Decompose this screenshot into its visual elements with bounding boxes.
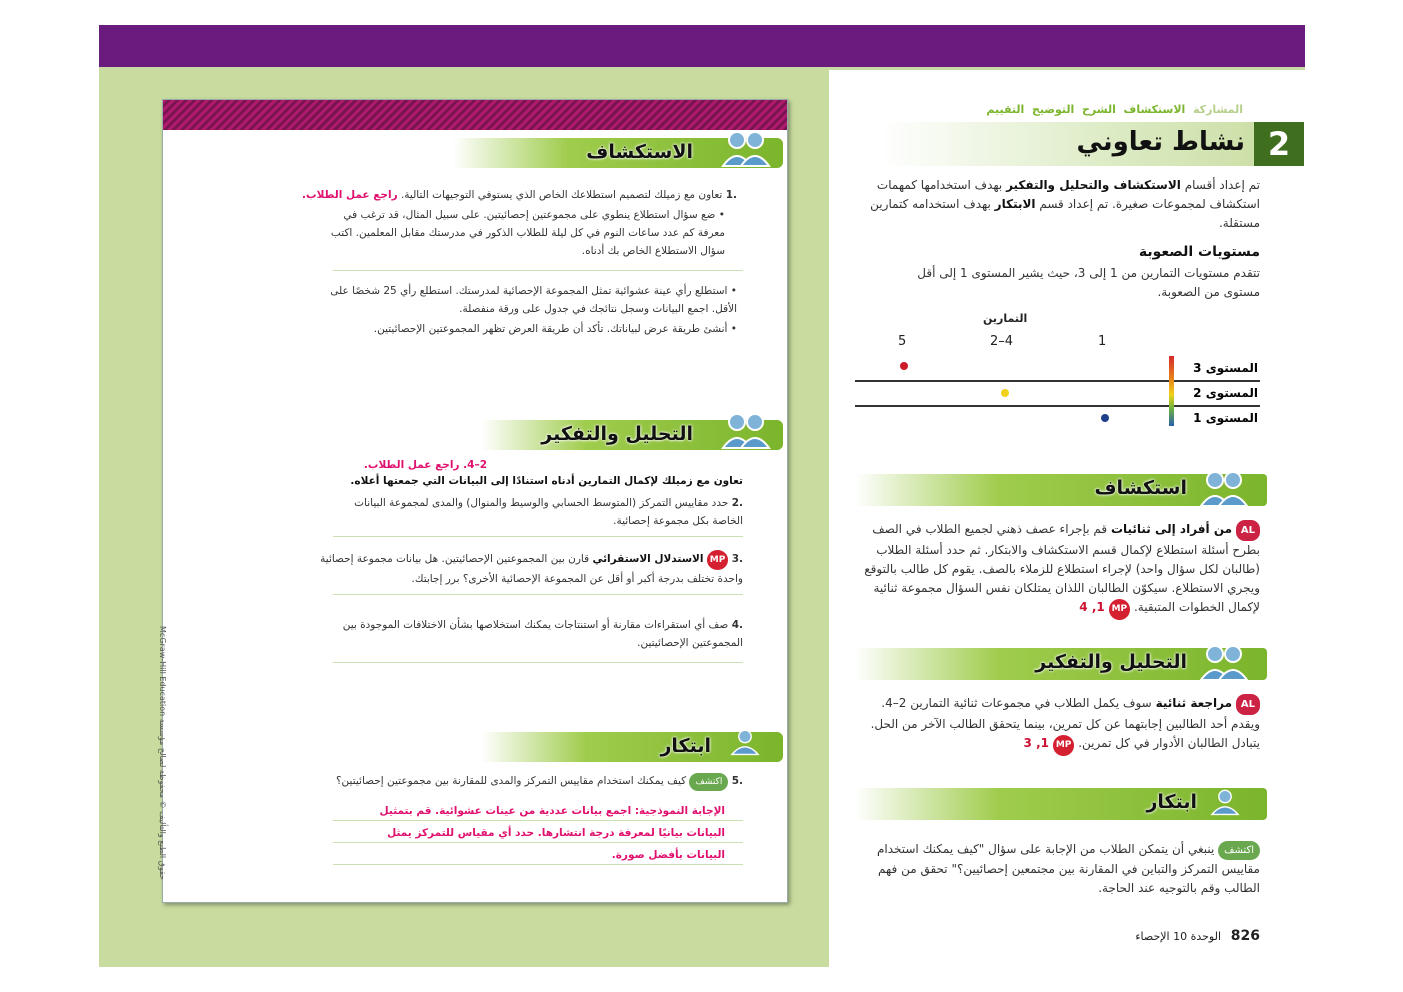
explore-item-1: .1 تعاون مع زميلك لتصميم استطلاعك الخاص الذي يستوفي التوجيهات التالية. راجع عمل الطلاب. — [302, 189, 737, 201]
explore-bullet-3-text: أنشئ طريقة عرض لبياناتك. تأكد أن طريقة العرض تظهر المجموعتين الإحصائيتين. — [373, 323, 728, 335]
explore-bullet-2: • استطلع رأي عينة عشوائية تمثل المجموعة الإحصائية لمدرستك. استطلع رأي 25 شخصًا على الأقل. اجمع البيانات وسجل نتائجك في جدول على ورقة منفصلة. — [330, 285, 737, 315]
person-icon — [725, 722, 765, 762]
tip-analyze-refs: 1, 3 — [1023, 736, 1049, 750]
lesson-nav — [986, 103, 1243, 116]
analyze-q3: .3 MP الاستدلال الاستقرائي قارن بين المجموعتين الإحصائيتين. هل بيانات مجموعة إحصائية واحدة تختلف بدرجة أكبر أو أقل عن المجموعة الإحصائية الأخرى؟ برر إجابتك. — [303, 550, 743, 588]
people-icon — [717, 128, 775, 168]
step-number: 2 — [1254, 122, 1304, 166]
tip-analyze-header — [855, 648, 1267, 680]
explore-header — [453, 138, 783, 168]
analyze-title: التحليل والتفكير — [541, 423, 693, 445]
nav-engage[interactable]: المشاركة — [1193, 103, 1243, 116]
tip-analyze-title: التحليل والتفكير — [1035, 651, 1187, 673]
analyze-q4: .4 صف أي استقراءات مقارنة أو استنتاجات يمكنك استخلاصها بشأن الاختلافات الموجودة بين المجموعتين الإحصائيتين. — [342, 619, 743, 649]
reasoning-icon: MP — [707, 550, 729, 570]
col-3: 5 — [898, 334, 907, 349]
analyze-q4-text: صف أي استقراءات مقارنة أو استنتاجات يمكنك استخلاصها بشأن الاختلافات الموجودة بين المجموعتين الإحصائيتين. — [342, 619, 743, 649]
analyze-header — [481, 420, 783, 450]
nav-evaluate[interactable]: التقييم — [986, 103, 1025, 116]
answer-line — [333, 594, 743, 595]
create-q5: .5 اكتشف كيف يمكنك استخدام مقاييس التمركز والمدى للمقارنة بين مجموعتين إحصائيتين؟ — [303, 772, 743, 791]
analyze-q2: .2 حدد مقاييس التمركز (المتوسط الحسابي والوسيط والمنوال) والمدى لمجموعة البيانات الخاصة بكل مجموعة إحصائية. — [354, 497, 743, 527]
intro-part: تم إعداد أقسام — [1180, 178, 1260, 192]
nav-explore[interactable]: الاستكشاف — [1123, 103, 1186, 116]
student-page-card — [158, 99, 788, 903]
tip-create-text: ينبغي أن يتمكن الطلاب من الإجابة على سؤال "كيف يمكنك استخدام مقاييس التمركز والتباين في المقارنة بين مجتمعين إحصائيين؟" تحقق من فهم الطالب وقم بالتوجيه عند الحاجة. — [876, 842, 1260, 895]
people-icon — [1195, 642, 1253, 682]
create-header — [481, 732, 783, 762]
analyze-q3-text: قارن بين المجموعتين الإحصائيتين. هل بيانات مجموعة إحصائية واحدة تختلف بدرجة أكبر أو أقل عن المجموعة الإحصائية الأخرى؟ برر إجابتك. — [320, 553, 743, 585]
level-3-marker — [900, 362, 908, 370]
discover-badge: اكتشف — [1218, 841, 1260, 860]
analyze-q3-label: الاستدلال الاستقرائي — [592, 553, 704, 565]
answer-line — [333, 820, 743, 821]
levels-text: تتقدم مستويات التمارين من 1 إلى 3، حيث يشير المستوى 1 إلى أقل مستوى من الصعوبة. — [917, 266, 1260, 299]
al-badge: AL — [1236, 694, 1260, 715]
reasoning-icon: MP — [1053, 735, 1075, 756]
explore-bullet-3: • أنشئ طريقة عرض لبياناتك. تأكد أن طريقة العرض تظهر المجموعتين الإحصائيتين. — [373, 323, 737, 335]
tip-explore-lead: من أفراد إلى ثنائيات — [1110, 522, 1233, 536]
person-icon — [1205, 782, 1245, 822]
explore-item-1-note: راجع عمل الطلاب. — [302, 189, 398, 201]
answer-line — [333, 270, 743, 271]
people-icon — [1195, 468, 1253, 508]
analyze-intro: تعاون مع زميلك لإكمال التمارين أدناه استنادًا إلى البيانات التي جمعتها أعلاه. — [350, 475, 743, 487]
answer-line — [333, 662, 743, 663]
explore-item-1-text: تعاون مع زميلك لتصميم استطلاعك الخاص الذي يستوفي التوجيهات التالية. — [400, 189, 723, 201]
level-2-label: المستوى 2 — [1193, 386, 1258, 400]
intro-bold-part: الاستكشاف والتحليل والتفكير — [1006, 178, 1181, 192]
create-answer-1: الإجابة النموذجية: اجمع بيانات عددية من عينات عشوائية. قم بتمثيل — [379, 805, 725, 817]
tip-explore-body — [860, 520, 1260, 620]
tip-create-body — [860, 840, 1260, 898]
nav-elaborate[interactable]: التوضيح — [1031, 103, 1075, 116]
explore-bullet-1-text: ضع سؤال استطلاع ينطوي على مجموعتين إحصائيتين. على سبيل المثال، قد ترغب في معرفة كم عدد ساعات النوم في كل ليلة للطلاب الذكور في مدرستك مقابل المعلمين. اكتب سؤال الاستطلاع الخاص بك أدناه. — [330, 209, 725, 257]
create-q5-text: كيف يمكنك استخدام مقاييس التمركز والمدى للمقارنة بين مجموعتين إحصائيتين؟ — [335, 775, 687, 787]
tip-create-header — [855, 788, 1267, 820]
col-1: 1 — [1098, 334, 1107, 349]
tip-analyze-body — [860, 694, 1260, 756]
discover-badge: اكتشف — [689, 773, 728, 791]
analyze-q2-text: حدد مقاييس التمركز (المتوسط الحسابي والوسيط والمنوال) والمدى لمجموعة البيانات الخاصة بكل مجموعة إحصائية. — [354, 497, 743, 527]
tip-explore-refs: 1, 4 — [1079, 600, 1105, 614]
level-1-label: المستوى 1 — [1193, 411, 1258, 425]
level-3-label: المستوى 3 — [1193, 361, 1258, 375]
analyze-note: 2–4. راجع عمل الطلاب. — [363, 459, 487, 471]
tip-create-title: ابتكار — [1146, 791, 1197, 813]
copyright: حقوق الطبع والتأليف © محفوظة لصالح مؤسسة McGraw-Hill Education — [158, 626, 167, 880]
explore-title: الاستكشاف — [586, 141, 693, 163]
intro-part: بهدف استخدامها كمهمات استكشاف لمجموعات صغيرة. تم إعداد قسم — [876, 178, 1260, 211]
col-2: 2–4 — [990, 334, 1014, 349]
answer-line — [333, 842, 743, 843]
people-icon — [717, 410, 775, 450]
create-answer-2: البيانات بيانيًا لمعرفة درجة انتشارها. حدد أي مقياس للتمركز يمثل — [387, 827, 725, 839]
level-1-marker — [1101, 414, 1109, 422]
level-line — [855, 380, 1260, 382]
card-stripe — [163, 100, 787, 130]
level-line — [855, 405, 1260, 407]
exercises-label: التمارين — [983, 312, 1028, 325]
levels-heading: مستويات الصعوبة — [1138, 244, 1260, 260]
create-title: ابتكار — [660, 735, 711, 757]
intro-bold-part: الابتكار — [994, 197, 1036, 211]
tip-explore-title: استكشاف — [1094, 477, 1187, 499]
explore-bullet-2-text: استطلع رأي عينة عشوائية تمثل المجموعة الإحصائية لمدرستك. استطلع رأي 25 شخصًا على الأقل. اجمع البيانات وسجل نتائجك في جدول على ورقة منفصلة. — [330, 285, 737, 315]
answer-line — [333, 536, 743, 537]
activity-title: نشاط تعاوني — [1076, 127, 1245, 157]
tip-analyze-text: سوف يكمل الطلاب في مجموعات ثنائية التمارين 2–4. ويقدم أحد الطالبين إجابتهما عن كل تمرين، بينما يتحقق الطالب الآخر من الحل. يتبادل الطالبان الأدوار في كل تمرين. — [870, 696, 1260, 750]
answer-line — [333, 864, 743, 865]
nav-explain[interactable]: الشرح — [1082, 103, 1116, 116]
explore-bullet-1: • ضع سؤال استطلاع ينطوي على مجموعتين إحصائيتين. على سبيل المثال، قد ترغب في معرفة كم عدد ساعات النوم في كل ليلة للطلاب الذكور في مدرستك مقابل المعلمين. اكتب سؤال الاستطلاع الخاص بك أدناه. — [330, 209, 725, 257]
unit-label: الوحدة 10 الإحصاء — [1135, 930, 1222, 943]
al-badge: AL — [1236, 520, 1260, 541]
tip-analyze-lead: مراجعة ثنائية — [1155, 696, 1233, 710]
create-answer-3: البيانات بأفضل صورة. — [611, 849, 725, 861]
reasoning-icon: MP — [1109, 599, 1131, 620]
page-number: 826 — [1230, 928, 1260, 944]
tip-explore-header — [855, 474, 1267, 506]
activity-intro — [860, 176, 1260, 233]
level-2-marker — [1001, 389, 1009, 397]
tip-explore-text: قم بإجراء عصف ذهني لجميع الطلاب في الصف بطرح أسئلة استطلاع لإكمال قسم الاستكشاف والابتكار. ثم حدد أسئلة الطلاب (طالبان لكل سؤال واحد) لإجراء استطلاع للزملاء بالصف. يقوم كل طالب بالتوقع ويجري الاستطلاع. سيكوّن الطالبان اللذان يمتلكان نفس السؤال مجموعة ثنائية لإكمال الخطوات المتبقية. — [864, 522, 1260, 614]
top-banner — [99, 25, 1305, 67]
page-footer — [1135, 928, 1260, 944]
intro-part: بهدف استخدامه كتمارين مستقلة. — [870, 197, 1260, 230]
difficulty-gradient — [1169, 356, 1174, 426]
